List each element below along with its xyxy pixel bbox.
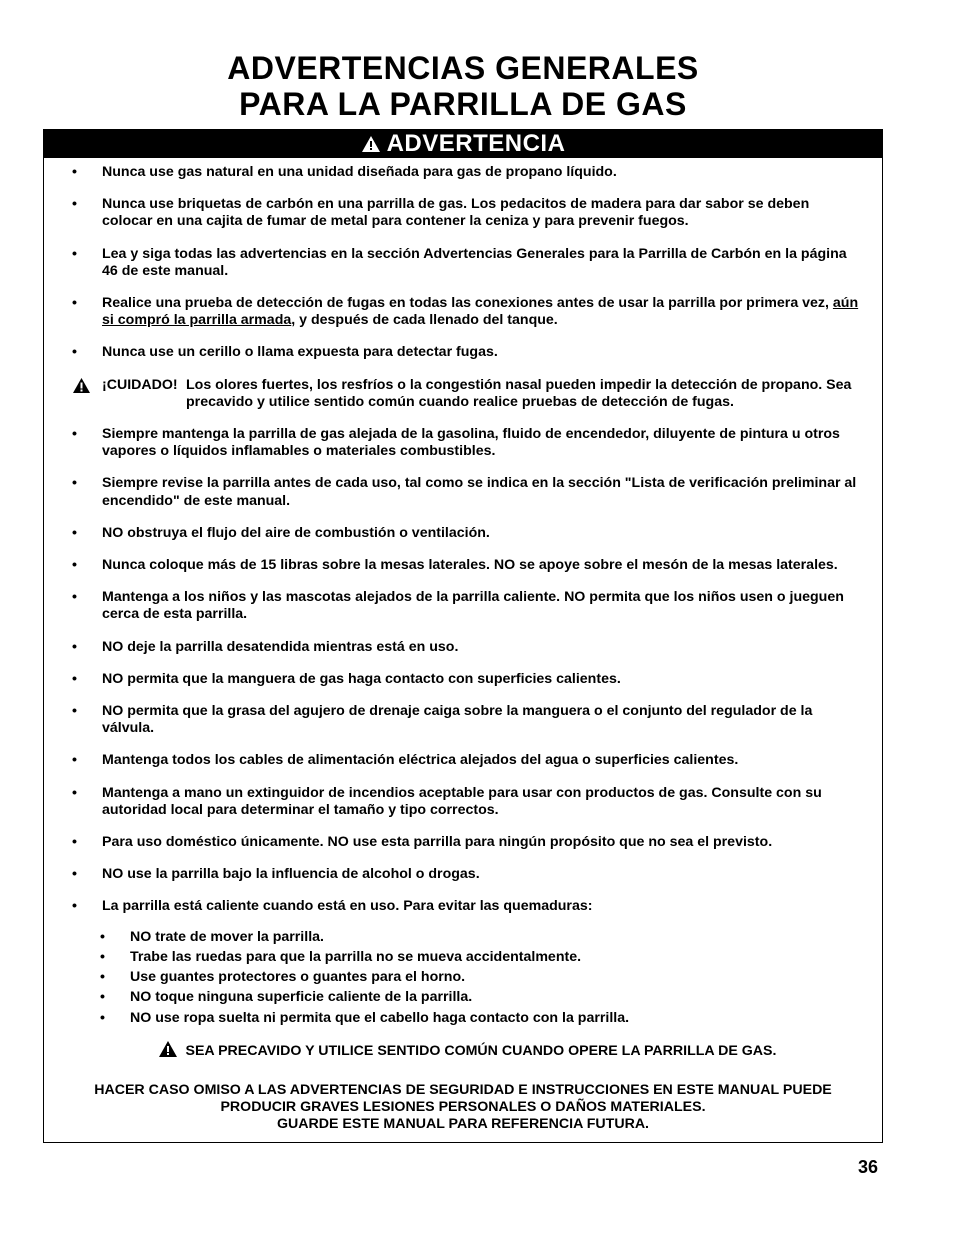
list-item bbox=[72, 752, 862, 769]
list-item bbox=[72, 246, 862, 280]
bullet: • bbox=[72, 834, 77, 851]
leak-test-text: Realice una prueba de detección de fugas en todas las conexiones antes de usar la parrilla por primera vez, bbox=[102, 295, 833, 312]
list-item bbox=[72, 589, 862, 623]
list-item-text: NO permita que la grasa del agujero de drenaje caiga sobre la manguera o el conjunto del regulador de la válvula. bbox=[102, 703, 813, 737]
list-item-text: Mantenga todos los cables de alimentación eléctrica alejados del agua o superficies calientes. bbox=[102, 752, 739, 769]
list-item-text: Siempre revise la parrilla antes de cada uso, tal como se indica en la sección "Lista de verificación preliminar al encendido" de este manual. bbox=[102, 475, 857, 509]
list-item bbox=[72, 196, 862, 230]
sub-list-item bbox=[72, 929, 862, 946]
sub-list-item bbox=[72, 989, 862, 1006]
warning-box bbox=[43, 129, 883, 1143]
closing-line-1: HACER CASO OMISO A LAS ADVERTENCIAS DE SEGURIDAD E INSTRUCCIONES EN ESTE MANUAL PUEDE bbox=[94, 1081, 832, 1098]
list-item bbox=[72, 834, 862, 851]
sub-list-item-text: Trabe las ruedas para que la parrilla no se mueva accidentalmente. bbox=[130, 948, 582, 965]
bullet: • bbox=[72, 524, 77, 541]
list-item-text: Mantenga a los niños y las mascotas alejados de la parrilla caliente. NO permita que los niños usen o jueguen cerca de esta parrilla. bbox=[102, 589, 844, 623]
bullet: • bbox=[72, 426, 77, 443]
title-line-1: ADVERTENCIAS GENERALES bbox=[227, 50, 699, 86]
sub-list-item-text: NO use ropa suelta ni permita que el cabello haga contacto con la parrilla. bbox=[130, 1009, 630, 1026]
list-item bbox=[72, 475, 862, 509]
list-item-text: Nunca use gas natural en una unidad diseñada para gas de propano líquido. bbox=[102, 164, 617, 180]
bullet: • bbox=[100, 969, 105, 986]
page-title bbox=[0, 50, 926, 122]
caution-note bbox=[72, 377, 862, 411]
list-item-text: Mantenga a mano un extinguidor de incendios aceptable para usar con productos de gas. Consulte con su autoridad local para determinar el tamaño y tipo correctos. bbox=[102, 784, 822, 818]
bullet: • bbox=[72, 589, 77, 606]
list-item-text: Lea y siga todas las advertencias en la sección Advertencias Generales para la Parrilla de Carbón en la página 46 de este manual. bbox=[102, 245, 847, 279]
list-item bbox=[72, 866, 862, 883]
sub-list-item bbox=[72, 949, 862, 966]
final-warning bbox=[72, 1040, 862, 1060]
list-item bbox=[72, 898, 862, 915]
list-item bbox=[72, 703, 862, 737]
bullet: • bbox=[72, 784, 77, 801]
bullet: • bbox=[100, 1009, 105, 1026]
warning-triangle-icon bbox=[158, 1043, 186, 1059]
list-item-text: NO permita que la manguera de gas haga contacto con superficies calientes. bbox=[102, 670, 621, 687]
bullet: • bbox=[72, 475, 77, 492]
page-number: 36 bbox=[858, 1157, 879, 1177]
final-warning-text: SEA PRECAVIDO Y UTILICE SENTIDO COMÚN CUANDO OPERE LA PARRILLA DE GAS. bbox=[185, 1042, 777, 1059]
bullet: • bbox=[72, 245, 77, 262]
list-item-text: La parrilla está caliente cuando está en uso. Para evitar las quemaduras: bbox=[102, 898, 593, 915]
closing-line-2: PRODUCIR GRAVES LESIONES PERSONALES O DAÑOS MATERIALES. bbox=[220, 1099, 706, 1116]
list-item-text: Nunca coloque más de 15 libras sobre la mesas laterales. NO se apoye sobre el mesón de la mesas laterales. bbox=[102, 557, 838, 574]
list-item bbox=[72, 671, 862, 688]
list-item-text: Para uso doméstico únicamente. NO use esta parrilla para ningún propósito que no sea el previsto. bbox=[102, 834, 773, 851]
bullet: • bbox=[72, 344, 77, 361]
bullet: • bbox=[72, 196, 77, 213]
list-item bbox=[72, 639, 862, 656]
burn-prevention-sublist bbox=[72, 929, 862, 1027]
bullet: • bbox=[100, 948, 105, 965]
sub-list-item-text: NO trate de mover la parrilla. bbox=[130, 928, 324, 945]
bullet: • bbox=[72, 866, 77, 883]
warning-banner bbox=[44, 130, 882, 158]
leak-test-underlined: aún si compró la parrilla armada bbox=[102, 295, 859, 329]
bullet: • bbox=[72, 638, 77, 655]
sub-list-item-text: NO toque ninguna superficie caliente de la parrilla. bbox=[130, 989, 473, 1006]
warning-triangle-icon bbox=[72, 377, 91, 399]
title-line-2: PARA LA PARRILLA DE GAS bbox=[239, 86, 687, 122]
bullet: • bbox=[100, 928, 105, 945]
list-item-text: Nunca use briquetas de carbón en una parrilla de gas. Los pedacitos de madera para dar sabor se deben colocar en una cajita de fumar de metal para contener la ceniza y para prevenir fuegos. bbox=[102, 196, 810, 230]
bullet: • bbox=[72, 752, 77, 769]
bullet: • bbox=[72, 164, 77, 180]
list-item-text: Nunca use un cerillo o llama expuesta para detectar fugas. bbox=[102, 344, 498, 361]
caution-label: ¡CUIDADO! bbox=[102, 376, 178, 393]
closing-line-3: GUARDE ESTE MANUAL PARA REFERENCIA FUTURA. bbox=[276, 1116, 650, 1133]
sub-list-item bbox=[72, 969, 862, 986]
sub-list-item bbox=[72, 1010, 862, 1027]
sub-list-item-text: Use guantes protectores o guantes para el horno. bbox=[130, 969, 466, 986]
caution-text: Los olores fuertes, los resfríos o la congestión nasal pueden impedir la detección de propano. Sea precavido y utilice sentido común cuando realice pruebas de detección de fugas. bbox=[186, 376, 852, 410]
bullet: • bbox=[100, 989, 105, 1006]
list-item bbox=[72, 785, 862, 819]
list-item bbox=[72, 295, 862, 329]
warning-list bbox=[44, 158, 882, 1134]
warning-triangle-icon bbox=[361, 132, 381, 160]
bullet: • bbox=[72, 670, 77, 687]
list-item bbox=[72, 344, 862, 361]
list-item bbox=[72, 525, 862, 542]
list-item bbox=[72, 557, 862, 574]
list-item-text: NO deje la parrilla desatendida mientras está en uso. bbox=[102, 638, 459, 655]
bullet: • bbox=[72, 703, 77, 720]
closing-statement bbox=[72, 1082, 862, 1134]
bullet: • bbox=[72, 295, 77, 312]
leak-test-text-end: , y después de cada llenado del tanque. bbox=[291, 312, 558, 329]
bullet: • bbox=[72, 898, 77, 915]
list-item-text: NO use la parrilla bajo la influencia de alcohol o drogas. bbox=[102, 866, 480, 883]
list-item-text: NO obstruya el flujo del aire de combustión o ventilación. bbox=[102, 524, 490, 541]
list-item bbox=[72, 426, 862, 460]
banner-label: ADVERTENCIA bbox=[386, 130, 566, 157]
bullet: • bbox=[72, 557, 77, 574]
list-item bbox=[72, 164, 862, 181]
list-item-text: Siempre mantenga la parrilla de gas alejada de la gasolina, fluido de encendedor, diluyente de pintura u otros vapores o líquidos inflamables o materiales combustibles. bbox=[102, 426, 840, 460]
